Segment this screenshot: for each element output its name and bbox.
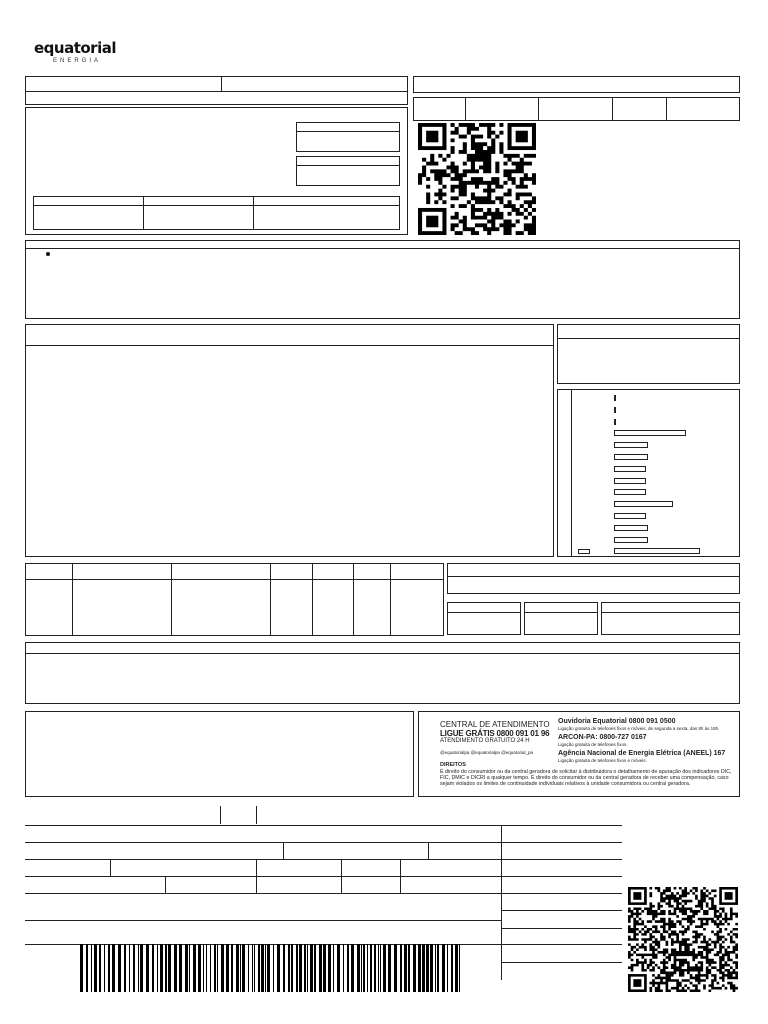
client-name-box <box>25 76 408 92</box>
summary-field-2 <box>524 602 598 635</box>
due-date-field <box>296 122 400 152</box>
barcode-icon <box>80 944 460 992</box>
qr-code-icon <box>418 123 536 235</box>
consumption-bar <box>614 525 648 531</box>
tariff-panel <box>557 324 740 384</box>
consumption-bar <box>614 419 616 425</box>
logo-wordmark: equatorial <box>34 39 116 57</box>
consumption-bar <box>614 407 616 413</box>
social-links[interactable]: @equatorialpa @equatorialpa @equatorial_pa <box>440 750 534 755</box>
consumption-bar <box>614 395 616 401</box>
logo-subtitle: ENERGIA <box>52 58 101 64</box>
ouvidoria-title: Ouvidoria Equatorial 0800 091 0500 <box>558 718 676 725</box>
installation-box <box>413 76 740 93</box>
consumption-bar <box>614 430 686 436</box>
messages-panel <box>25 642 740 704</box>
central-phone[interactable]: LIGUE GRÁTIS 0800 091 01 96 <box>440 729 550 738</box>
aneel-note: Ligação gratuita de telefones fixos e móveis. <box>558 758 647 763</box>
summary-field-1 <box>447 602 521 635</box>
equatorial-logo <box>34 41 120 69</box>
consumption-bar <box>614 501 673 507</box>
consumption-bar <box>614 442 648 448</box>
consumption-bar <box>614 489 646 495</box>
chart-axis <box>571 389 572 557</box>
arcon-note: Ligação gratuita de telefones fixos. <box>558 742 628 747</box>
direitos-text: É direito do consumidor ou da central geradora de solicitar à distribuidora o detalhamento de apuração dos indicadores DIC, FIC, DMIC e DICRI a qualquer tempo. É direito do consumidor ou da central geradora de receber uma compensação, caso sejam violados os limites de continuidade individuais relativos à unidade consumidora ou central geradora. <box>440 769 732 788</box>
summary-field-3 <box>601 602 740 635</box>
ouvidoria-note: Ligação gratuita de telefones fixos e móveis, de segunda a sexta, das 8h às 18h. <box>558 726 720 731</box>
direitos-title: DIREITOS <box>440 762 466 768</box>
client-address-box <box>25 91 408 105</box>
billing-items-panel <box>25 324 554 557</box>
stub-divider <box>501 825 502 980</box>
consumption-bar <box>614 537 648 543</box>
consumption-bar <box>614 478 646 484</box>
consumption-bar <box>614 454 648 460</box>
reading-table <box>33 196 400 230</box>
notice-panel <box>25 240 740 319</box>
consumption-bar <box>614 548 700 554</box>
consumption-bar <box>614 513 646 519</box>
chart-legend-mark <box>578 549 590 554</box>
bullet-icon <box>46 252 50 256</box>
arcon-title: ARCON-PA: 0800-727 0167 <box>558 734 647 741</box>
consumption-chart <box>557 389 740 557</box>
tax-summary-box <box>447 563 740 594</box>
aneel-title: Agência Nacional de Energia Elétrica (ANEEL) 167 <box>558 750 726 757</box>
consumption-bar <box>614 466 646 472</box>
reference-table <box>413 97 740 121</box>
central-title: CENTRAL DE ATENDIMENTO <box>440 720 550 729</box>
tax-table <box>25 563 444 636</box>
amount-field <box>296 156 400 186</box>
pix-qr-code-icon <box>628 887 738 992</box>
stub-line-1 <box>25 825 622 826</box>
quality-indicators-panel <box>25 711 414 797</box>
central-hours: ATENDIMENTO GRATUITO 24 H <box>440 738 530 744</box>
